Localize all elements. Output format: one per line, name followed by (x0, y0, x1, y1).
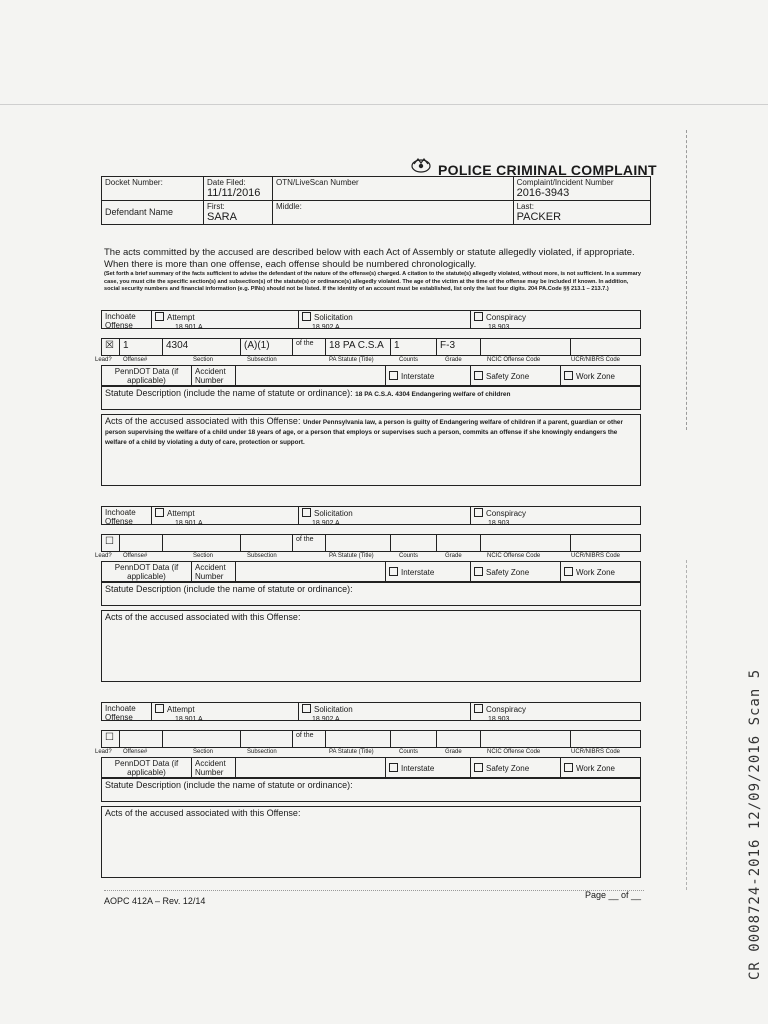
accident-number-field[interactable] (236, 366, 386, 385)
subsection-caption: Subsection (247, 553, 277, 559)
date-filed-value: 11/11/2016 (207, 187, 261, 199)
statute-description-box[interactable] (101, 778, 641, 802)
penndot-row (101, 757, 641, 778)
statute-description-label: Statute Description (include the name of statute or ordinance): (105, 584, 353, 594)
offense-number[interactable]: 1 (120, 339, 163, 355)
defendant-name-label: Defendant Name (105, 207, 174, 217)
lead-caption: Lead? (95, 749, 112, 755)
defendant-name-label-cell (102, 201, 204, 225)
ucr-caption: UCR/NIBRS Code (571, 749, 621, 755)
interstate-label: Interstate (401, 372, 435, 381)
inchoate-row (101, 310, 641, 329)
instructions-text: (Set forth a brief summary of the facts sufficient to advise the defendant of the nature of the offense(s) charged. A citation to the statute(s) allegedly violated, without more, is not sufficient. In a summary case, you must cite the specific section(s) and subsection(s) of the statute(s) or ordinance(s) allegedly violated. The age of the victim at the time of the offense may be included if known. In addition, social security numbers and financial information (e.g. PINs) should not be listed. If the identity of an account must be established, list only the last four digits. 204 PA.Code §§ 213.1 – 213.7.) (104, 271, 641, 293)
inchoate-row (101, 506, 641, 525)
docket-cell[interactable] (102, 177, 204, 201)
offense-number[interactable] (120, 731, 163, 747)
accident-number-label: Accident Number (192, 562, 236, 581)
complaint-number-value: 2016-3943 (516, 187, 570, 199)
accident-number-field[interactable] (236, 562, 386, 581)
conspiracy-option[interactable] (471, 703, 642, 723)
counts-caption: Counts (399, 357, 419, 363)
attempt-checkbox[interactable] (155, 312, 164, 321)
attempt-code: 18 901 A (175, 716, 203, 723)
counts-value[interactable] (391, 731, 437, 747)
inchoate-row (101, 702, 641, 721)
lead-checkbox[interactable]: ☒ (102, 339, 120, 355)
attempt-option[interactable] (152, 507, 299, 527)
solicitation-checkbox[interactable] (302, 312, 311, 321)
of-the-label: of the (293, 339, 326, 355)
grade-value[interactable] (437, 731, 481, 747)
accident-number-label: Accident Number (192, 366, 236, 385)
inchoate-label: Inchoate Offense (102, 507, 152, 524)
docket-label: Docket Number: (105, 178, 163, 187)
statute-description-box[interactable] (101, 386, 641, 410)
work-zone-label: Work Zone (576, 568, 615, 577)
acts-label: Acts of the accused associated with this Offense: (105, 612, 301, 622)
solicitation-option[interactable] (299, 703, 471, 723)
pa-statute-caption: PA Statute (Title) (329, 357, 374, 363)
offense-caption: Offense# (123, 553, 148, 559)
lead-checkbox[interactable]: ☐ (102, 535, 120, 551)
interstate-label: Interstate (401, 764, 435, 773)
date-filed-cell[interactable] (204, 177, 273, 201)
solicitation-option[interactable] (299, 507, 471, 527)
safety-zone-label: Safety Zone (486, 568, 530, 577)
ncic-value[interactable] (481, 535, 571, 551)
acts-box[interactable] (101, 414, 641, 486)
ncic-value[interactable] (481, 339, 571, 355)
intro-text: The acts committed by the accused are described below with each Act of Assembly or statute allegedly violated, if appropriate. When there is more than one offense, each offense should be numbered chronologically. (104, 247, 635, 270)
safety-zone-label: Safety Zone (486, 372, 530, 381)
conspiracy-label: Conspiracy (486, 509, 527, 518)
statute-row-captions (95, 553, 641, 561)
penndot-row (101, 561, 641, 582)
grade-caption: Grade (445, 749, 462, 755)
solicitation-option[interactable] (299, 311, 471, 331)
conspiracy-checkbox[interactable] (474, 312, 483, 321)
attempt-label: Attempt (167, 705, 195, 714)
acts-label: Acts of the accused associated with this Offense: (105, 808, 301, 818)
solicitation-label: Solicitation (314, 509, 353, 518)
last-name-label: Last: (516, 202, 534, 211)
ucr-value[interactable] (571, 731, 642, 747)
work-zone-checkbox[interactable] (564, 371, 573, 380)
offense-block-1 (95, 310, 641, 485)
penndot-label: PennDOT Data (if applicable) (102, 758, 192, 777)
attempt-option[interactable] (152, 703, 299, 723)
conspiracy-option[interactable] (471, 507, 642, 527)
safety-zone-option[interactable] (471, 366, 561, 385)
conspiracy-checkbox[interactable] (474, 508, 483, 517)
section-value[interactable] (163, 535, 241, 551)
attempt-checkbox[interactable] (155, 704, 164, 713)
ucr-caption: UCR/NIBRS Code (571, 553, 621, 559)
attempt-code: 18 901 A (175, 520, 203, 527)
section-caption: Section (193, 357, 214, 363)
grade-caption: Grade (445, 553, 462, 559)
grade-value[interactable]: F-3 (437, 339, 481, 355)
accident-number-field[interactable] (236, 758, 386, 777)
of-the-label: of the (293, 731, 326, 747)
statute-description-label: Statute Description (include the name of statute or ordinance): (105, 388, 353, 398)
interstate-option[interactable] (386, 758, 471, 777)
accident-number-label: Accident Number (192, 758, 236, 777)
pa-statute-caption: PA Statute (Title) (329, 749, 374, 755)
statute-description-value: 18 PA C.S.A. 4304 Endangering welfare of children (355, 391, 511, 398)
interstate-option[interactable] (386, 562, 471, 581)
first-name-cell[interactable] (204, 201, 273, 225)
work-zone-checkbox[interactable] (564, 763, 573, 772)
pa-statute-value[interactable] (326, 535, 391, 551)
fold-line-lower (686, 560, 688, 890)
interstate-checkbox[interactable] (389, 371, 398, 380)
otn-cell[interactable] (273, 177, 514, 201)
solicitation-label: Solicitation (314, 705, 353, 714)
interstate-checkbox[interactable] (389, 763, 398, 772)
subsection-value[interactable] (241, 535, 293, 551)
pa-seal-icon (410, 156, 432, 174)
solicitation-code: 18 902 A (312, 324, 340, 331)
solicitation-code: 18 902 A (312, 520, 340, 527)
middle-name-cell[interactable] (273, 201, 514, 225)
section-value[interactable]: 4304 (163, 339, 241, 355)
acts-value: Under Pennsylvania law, a person is guilty of Endangering welfare of children if a parent, guardian or other person supervising the welfare of a child under 18 years of age, or a person that employs or supervises such a person, commits an offense if she knowingly endangers the welfare of a child by violating a duty of care, protection or support. (105, 419, 623, 446)
penndot-row (101, 365, 641, 386)
complaint-number-label: Complaint/Incident Number (516, 178, 614, 187)
lead-caption: Lead? (95, 553, 112, 559)
side-stamp (727, 650, 767, 980)
section-caption: Section (193, 749, 214, 755)
attempt-label: Attempt (167, 509, 195, 518)
statute-description-box[interactable] (101, 582, 641, 606)
statute-row (101, 730, 641, 748)
ucr-caption: UCR/NIBRS Code (571, 357, 621, 363)
lead-caption: Lead? (95, 357, 112, 363)
statute-row-captions (95, 357, 641, 365)
safety-zone-checkbox[interactable] (474, 763, 483, 772)
subsection-caption: Subsection (247, 749, 277, 755)
conspiracy-code: 18 903 (488, 716, 510, 723)
safety-zone-checkbox[interactable] (474, 567, 483, 576)
attempt-code: 18 901 A (175, 324, 203, 331)
ncic-caption: NCIC Offense Code (487, 357, 541, 363)
statute-description-label: Statute Description (include the name of statute or ordinance): (105, 780, 353, 790)
last-name-cell[interactable] (513, 201, 650, 225)
statute-row (101, 534, 641, 552)
interstate-option[interactable] (386, 366, 471, 385)
safety-zone-label: Safety Zone (486, 764, 530, 773)
offense-number[interactable] (120, 535, 163, 551)
conspiracy-option[interactable] (471, 311, 642, 331)
scan-edge-line (0, 104, 768, 105)
side-stamp-text: CR 0008724-2016 12/09/2016 Scan 5 (747, 668, 763, 980)
section-caption: Section (193, 553, 214, 559)
offense-block-2 (95, 506, 641, 681)
subsection-value[interactable]: (A)(1) (241, 339, 293, 355)
ncic-caption: NCIC Offense Code (487, 749, 541, 755)
ncic-value[interactable] (481, 731, 571, 747)
conspiracy-code: 18 903 (488, 520, 510, 527)
work-zone-checkbox[interactable] (564, 567, 573, 576)
work-zone-option[interactable] (561, 366, 642, 385)
attempt-checkbox[interactable] (155, 508, 164, 517)
offense-caption: Offense# (123, 357, 148, 363)
footer-rule (104, 890, 644, 891)
statute-row-captions (95, 749, 641, 757)
counts-value[interactable]: 1 (391, 339, 437, 355)
acts-box[interactable] (101, 806, 641, 878)
complaint-number-cell[interactable] (513, 177, 650, 201)
last-name-value: PACKER (516, 211, 562, 223)
penndot-label: PennDOT Data (if applicable) (102, 562, 192, 581)
first-name-label: First: (207, 202, 225, 211)
solicitation-label: Solicitation (314, 313, 353, 322)
ncic-caption: NCIC Offense Code (487, 553, 541, 559)
work-zone-label: Work Zone (576, 372, 615, 381)
counts-caption: Counts (399, 749, 419, 755)
grade-caption: Grade (445, 357, 462, 363)
safety-zone-option[interactable] (471, 758, 561, 777)
penndot-label: PennDOT Data (if applicable) (102, 366, 192, 385)
header-table (101, 176, 651, 225)
lead-checkbox[interactable]: ☐ (102, 731, 120, 747)
pa-statute-value[interactable] (326, 731, 391, 747)
middle-name-label: Middle: (276, 202, 302, 211)
solicitation-code: 18 902 A (312, 716, 340, 723)
ucr-value[interactable] (571, 535, 642, 551)
work-zone-label: Work Zone (576, 764, 615, 773)
form-footer: AOPC 412A – Rev. 12/14 (104, 896, 206, 906)
safety-zone-option[interactable] (471, 562, 561, 581)
grade-value[interactable] (437, 535, 481, 551)
pa-statute-value[interactable]: 18 PA C.S.A (326, 339, 391, 355)
conspiracy-label: Conspiracy (486, 705, 527, 714)
offense-block-3 (95, 702, 641, 877)
subsection-value[interactable] (241, 731, 293, 747)
offense-caption: Offense# (123, 749, 148, 755)
counts-value[interactable] (391, 535, 437, 551)
counts-caption: Counts (399, 553, 419, 559)
solicitation-checkbox[interactable] (302, 508, 311, 517)
attempt-label: Attempt (167, 313, 195, 322)
safety-zone-checkbox[interactable] (474, 371, 483, 380)
acts-box[interactable] (101, 610, 641, 682)
statute-row (101, 338, 641, 356)
solicitation-checkbox[interactable] (302, 704, 311, 713)
first-name-value: SARA (207, 211, 237, 223)
interstate-checkbox[interactable] (389, 567, 398, 576)
ucr-value[interactable] (571, 339, 642, 355)
otn-label: OTN/LiveScan Number (276, 178, 359, 187)
inchoate-label: Inchoate Offense (102, 311, 152, 328)
of-the-label: of the (293, 535, 326, 551)
section-value[interactable] (163, 731, 241, 747)
attempt-option[interactable] (152, 311, 299, 331)
form-title: POLICE CRIMINAL COMPLAINT (438, 162, 657, 178)
work-zone-option[interactable] (561, 562, 642, 581)
inchoate-label: Inchoate Offense (102, 703, 152, 720)
fold-line (686, 130, 688, 430)
work-zone-option[interactable] (561, 758, 642, 777)
date-filed-label: Date Filed: (207, 178, 246, 187)
pa-statute-caption: PA Statute (Title) (329, 553, 374, 559)
acts-label: Acts of the accused associated with this Offense: (105, 416, 301, 426)
page-number: Page __ of __ (585, 890, 642, 900)
conspiracy-label: Conspiracy (486, 313, 527, 322)
conspiracy-code: 18 903 (488, 324, 510, 331)
interstate-label: Interstate (401, 568, 435, 577)
subsection-caption: Subsection (247, 357, 277, 363)
conspiracy-checkbox[interactable] (474, 704, 483, 713)
